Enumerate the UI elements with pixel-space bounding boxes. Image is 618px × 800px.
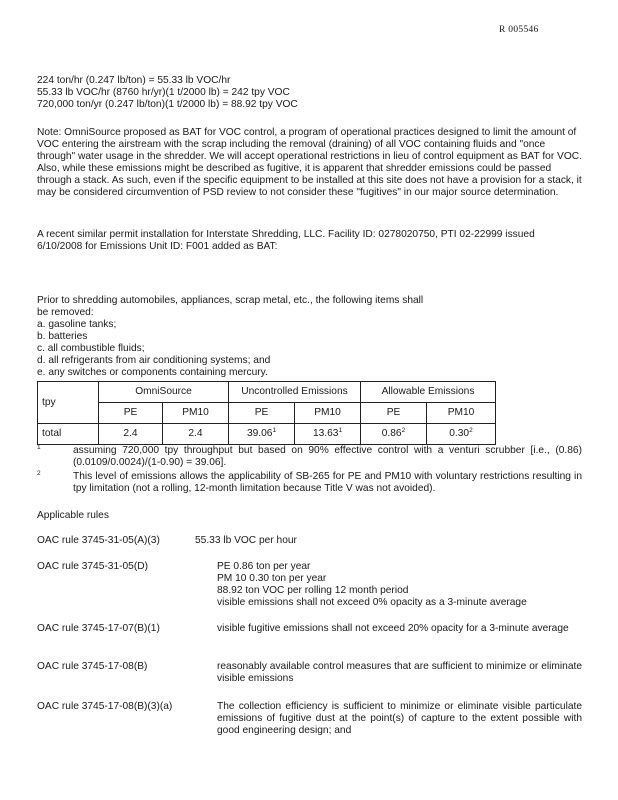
- value-text: 13.63: [312, 428, 339, 439]
- bates-number: R 005546: [499, 25, 539, 35]
- rule-name: OAC rule 3745-31-05(D): [37, 561, 148, 572]
- value-cell: [295, 424, 361, 445]
- rule-description: 55.33 lb VOC per hour: [195, 535, 297, 546]
- row-header-tpy: tpy: [38, 382, 99, 424]
- removal-item: c. all combustible fluids;: [37, 343, 145, 354]
- footnote-ref: 2: [469, 427, 473, 434]
- rule-limit-line: PM 10 0.30 ton per year: [217, 573, 327, 584]
- group-header: Uncontrolled Emissions: [229, 382, 361, 403]
- removal-item: a. gasoline tanks;: [37, 319, 117, 330]
- footnote-mark: 2: [37, 470, 41, 477]
- subheader-cell: PM10: [427, 403, 496, 424]
- removal-item: b. batteries: [37, 331, 88, 342]
- subheader-cell: PE: [229, 403, 295, 424]
- group-header: Allowable Emissions: [361, 382, 496, 403]
- total-label: total: [38, 424, 99, 445]
- value-cell: [99, 424, 163, 445]
- rule-limit-line: visible emissions shall not exceed 0% opacity as a 3-minute average: [217, 597, 527, 608]
- rule-description: The collection efficiency is sufficient to minimize or eliminate visible particulate emissions of fugitive dust at the point(s) of capture to the extent possible with good engineering design; and: [217, 701, 582, 736]
- rule-name: OAC rule 3745-17-08(B)(3)(a): [37, 701, 173, 712]
- footnote-1: [37, 445, 582, 469]
- calculation-block: [37, 75, 582, 111]
- rule-name: OAC rule 3745-31-05(A)(3): [37, 535, 160, 546]
- value-text: 0.30: [449, 428, 470, 439]
- rule-limit-line: PE 0.86 ton per year: [217, 561, 311, 572]
- rule-limit-line: 88.92 ton VOC per rolling 12 month period: [217, 585, 409, 596]
- value-cell: [427, 424, 496, 445]
- removal-requirements: [37, 295, 582, 379]
- removal-intro-line: be removed:: [37, 307, 94, 318]
- note-paragraph: Note: OmniSource proposed as BAT for VOC control, a program of operational practices designed to limit the amount of VOC entering the airstream with the scrap including the removal (draining) of all VOC containing fluids and "once through" water usage in the shredder. We will accept operational restrictions in lieu of control equipment as BAT for VOC. Also, while these emissions might be described as fugitive, it is apparent that shredder emissions could be passed through a stack. As such, even if the specific equipment to be installed at this site does not have a provision for a stack, it may be considered circumvention of PSD review to not consider these "fugitives" in our major source determination.: [37, 127, 582, 198]
- rule-name: OAC rule 3745-17-08(B): [37, 661, 148, 672]
- rule-description: [217, 561, 582, 609]
- footnote-ref: 1: [272, 427, 277, 434]
- footnote-ref: 1: [338, 427, 343, 434]
- value-cell: [361, 424, 427, 445]
- group-header: OmniSource: [99, 382, 229, 403]
- rule-description: visible fugitive emissions shall not exceed 20% opacity for a 3-minute average: [217, 623, 569, 634]
- removal-intro-line: Prior to shredding automobiles, appliances, scrap metal, etc., the following items shall: [37, 295, 424, 306]
- value-text: 0.86: [381, 428, 402, 439]
- calculation-line: 224 ton/hr (0.247 lb/ton) = 55.33 lb VOC/hr: [37, 75, 231, 86]
- footnote-text: This level of emissions allows the applicability of SB-265 for PE and PM10 with voluntary restrictions resulting in tpy limitation (not a rolling, 12-month limitation because Title V was not avoided).: [73, 471, 582, 494]
- value-text: 2.4: [188, 428, 203, 439]
- footnote-2: [37, 471, 582, 495]
- value-text: 2.4: [123, 428, 138, 439]
- recent-permit-paragraph: A recent similar permit installation for Interstate Shredding, LLC. Facility ID: 0278020750, PTI 02-22999 issued 6/10/2008 for Emissions Unit ID: F001 added as BAT:: [37, 229, 535, 252]
- calculation-line: 720,000 ton/yr (0.247 lb/ton)(1 t/2000 lb) = 88.92 tpy VOC: [37, 99, 298, 110]
- calculation-line: 55.33 lb VOC/hr (8760 hr/yr)(1 t/2000 lb) = 242 tpy VOC: [37, 87, 290, 98]
- emissions-table: [37, 381, 496, 445]
- rule-description: reasonably available control measures that are sufficient to minimize or eliminate visible emissions: [217, 661, 582, 684]
- subheader-cell: PM10: [163, 403, 229, 424]
- value-cell: [163, 424, 229, 445]
- subheader-cell: PE: [361, 403, 427, 424]
- value-text: 39.06: [246, 428, 273, 439]
- value-cell: [229, 424, 295, 445]
- removal-item: e. any switches or components containing mercury.: [37, 367, 268, 378]
- footnote-text: assuming 720,000 tpy throughput but based on 90% effective control with a venturi scrubber [i.e., (0.86)(0.0109/0.0024)/(1-0.90) = 39.06].: [73, 445, 582, 468]
- subheader-cell: PM10: [295, 403, 361, 424]
- subheader-cell: PE: [99, 403, 163, 424]
- removal-item: d. all refrigerants from air conditioning systems; and: [37, 355, 271, 366]
- footnote-mark: 1: [37, 444, 41, 451]
- applicable-rules-heading: Applicable rules: [37, 510, 109, 521]
- rule-name: OAC rule 3745-17-07(B)(1): [37, 623, 160, 634]
- footnote-ref: 2: [401, 427, 406, 434]
